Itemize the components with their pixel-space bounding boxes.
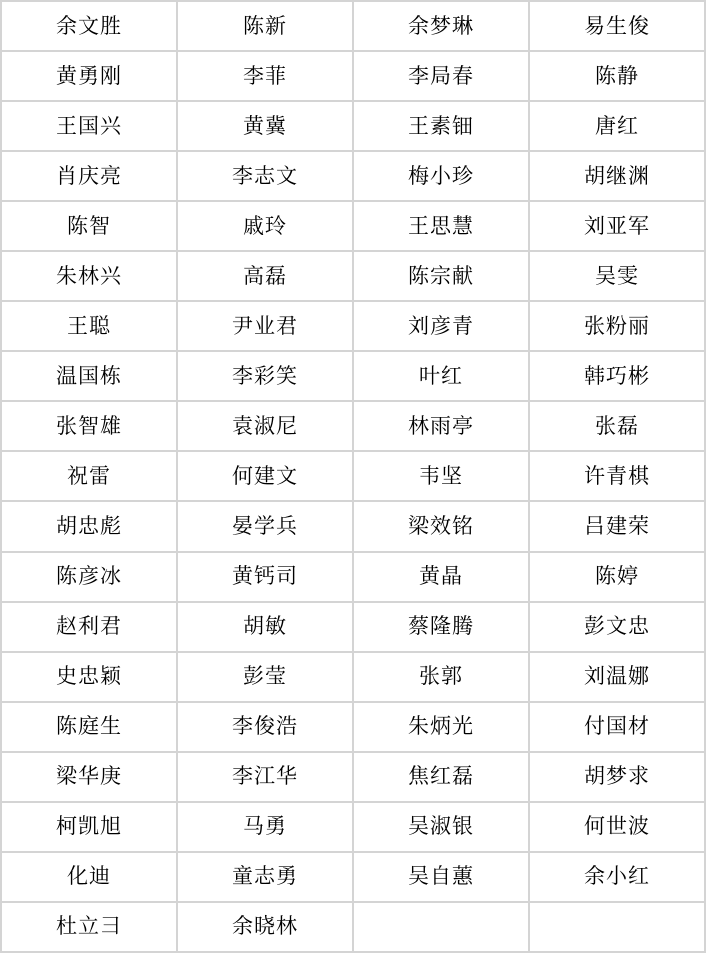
table-cell: 黄钙司	[178, 553, 352, 601]
table-cell: 梅小珍	[354, 152, 528, 200]
table-cell: 唐红	[530, 102, 704, 150]
table-cell: 胡梦求	[530, 753, 704, 801]
table-cell: 张郭	[354, 653, 528, 701]
table-row	[2, 402, 704, 450]
table-cell: 梁华庚	[2, 753, 176, 801]
table-cell: 刘温娜	[530, 653, 704, 701]
table-cell: 林雨亭	[354, 402, 528, 450]
table-cell: 吴自蕙	[354, 853, 528, 901]
table-cell: 李志文	[178, 152, 352, 200]
table-cell: 朱林兴	[2, 252, 176, 300]
table-cell: 赵利君	[2, 603, 176, 651]
table-cell: 戚玲	[178, 202, 352, 250]
table-cell: 付国材	[530, 703, 704, 751]
table-cell: 吴雯	[530, 252, 704, 300]
table-row	[2, 853, 704, 901]
table-cell: 余晓林	[178, 903, 352, 951]
table-cell: 柯凯旭	[2, 803, 176, 851]
table-cell: 马勇	[178, 803, 352, 851]
table-cell: 吴淑银	[354, 803, 528, 851]
table-row	[2, 753, 704, 801]
table-cell: 尹业君	[178, 302, 352, 350]
table-row	[2, 252, 704, 300]
table-row	[2, 102, 704, 150]
table-cell: 叶红	[354, 352, 528, 400]
table-cell: 陈婷	[530, 553, 704, 601]
table-cell: 蔡隆腾	[354, 603, 528, 651]
table-cell: 李彩笑	[178, 352, 352, 400]
table-cell: 刘亚军	[530, 202, 704, 250]
table-cell: 王聪	[2, 302, 176, 350]
table-cell: 王国兴	[2, 102, 176, 150]
table-cell: 陈宗献	[354, 252, 528, 300]
table-cell: 黄勇刚	[2, 52, 176, 100]
table-cell: 高磊	[178, 252, 352, 300]
table-cell: 肖庆亮	[2, 152, 176, 200]
table-cell: 黄晶	[354, 553, 528, 601]
table-cell: 余梦琳	[354, 2, 528, 50]
table-cell: 许青棋	[530, 452, 704, 500]
table-cell: 童志勇	[178, 853, 352, 901]
table-row	[2, 152, 704, 200]
table-row	[2, 352, 704, 400]
table-row	[2, 553, 704, 601]
table-cell: 韩巧彬	[530, 352, 704, 400]
table-row	[2, 703, 704, 751]
table-cell: 胡忠彪	[2, 502, 176, 550]
table-row	[2, 2, 704, 50]
table-cell: 陈庭生	[2, 703, 176, 751]
table-cell: 胡敏	[178, 603, 352, 651]
table-row	[2, 502, 704, 550]
table-row	[2, 202, 704, 250]
table-cell: 张智雄	[2, 402, 176, 450]
table-row	[2, 803, 704, 851]
table-cell: 王素钿	[354, 102, 528, 150]
table-cell: 陈彦冰	[2, 553, 176, 601]
table-row	[2, 603, 704, 651]
table-cell	[530, 903, 704, 951]
table-cell: 刘彦青	[354, 302, 528, 350]
table-cell: 彭莹	[178, 653, 352, 701]
table-cell: 易生俊	[530, 2, 704, 50]
table-cell: 余文胜	[2, 2, 176, 50]
table-cell: 李江华	[178, 753, 352, 801]
table-cell: 韦坚	[354, 452, 528, 500]
table-cell: 陈静	[530, 52, 704, 100]
table-cell: 李菲	[178, 52, 352, 100]
table-cell: 吕建荣	[530, 502, 704, 550]
table-row	[2, 903, 704, 951]
table-cell: 张磊	[530, 402, 704, 450]
table-cell: 焦红磊	[354, 753, 528, 801]
table-cell: 晏学兵	[178, 502, 352, 550]
table-row	[2, 653, 704, 701]
table-cell: 黄冀	[178, 102, 352, 150]
table-cell: 陈智	[2, 202, 176, 250]
table-cell: 张粉丽	[530, 302, 704, 350]
table-cell: 李局春	[354, 52, 528, 100]
table-cell: 朱炳光	[354, 703, 528, 751]
table-cell: 祝雷	[2, 452, 176, 500]
table-cell: 陈新	[178, 2, 352, 50]
table-cell: 梁效铭	[354, 502, 528, 550]
table-cell: 袁淑尼	[178, 402, 352, 450]
table-cell: 杜立彐	[2, 903, 176, 951]
table-cell: 史忠颖	[2, 653, 176, 701]
table-cell: 王思慧	[354, 202, 528, 250]
table-row	[2, 302, 704, 350]
table-cell: 彭文忠	[530, 603, 704, 651]
table-cell: 李俊浩	[178, 703, 352, 751]
table-cell	[354, 903, 528, 951]
table-cell: 何世波	[530, 803, 704, 851]
table-row	[2, 452, 704, 500]
table-cell: 余小红	[530, 853, 704, 901]
table-cell: 胡继渊	[530, 152, 704, 200]
table-cell: 温国栋	[2, 352, 176, 400]
table-cell: 何建文	[178, 452, 352, 500]
table-cell: 化迪	[2, 853, 176, 901]
table-row	[2, 52, 704, 100]
